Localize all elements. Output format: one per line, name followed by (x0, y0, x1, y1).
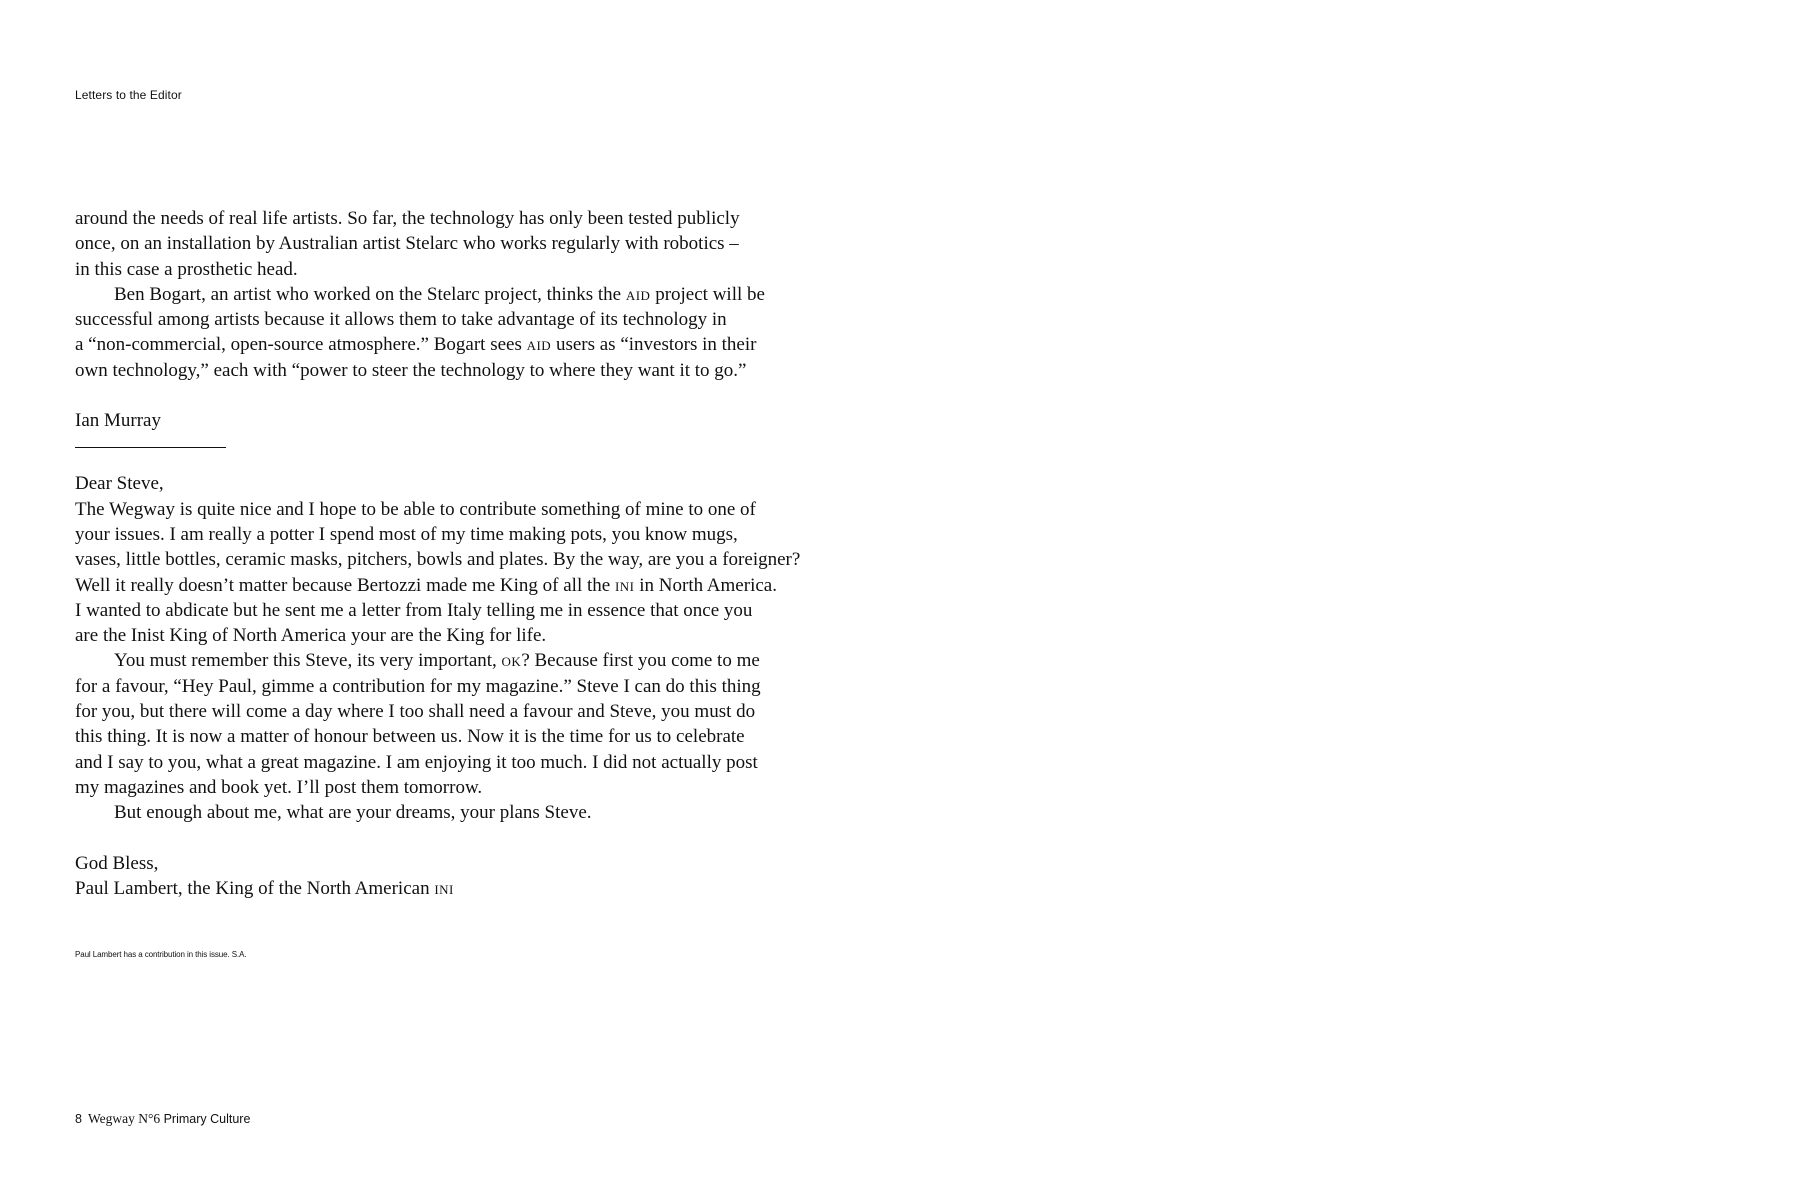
text-line: ? Because first you come to me (521, 650, 760, 672)
text-line: You must remember this Steve, its very important, (114, 650, 502, 672)
ok-acronym: ok (501, 650, 522, 672)
letter-1-signature: Ian Murray (75, 410, 161, 432)
text-line: in North America. (634, 574, 777, 596)
letter-2-closing: God Bless, (75, 852, 159, 874)
text-line: for a favour, “Hey Paul, gimme a contribution for my magazine.” Steve I can do this thing (75, 675, 761, 697)
letter-2-salutation: Dear Steve, (75, 473, 164, 495)
page-number: 8 (75, 1112, 82, 1126)
text-line: in this case a prosthetic head. (75, 258, 298, 280)
text-line: The Wegway is quite nice and I hope to be able to contribute something of mine to one of (75, 498, 756, 520)
text-line: a “non-commercial, open-source atmosphere.” Bogart sees (75, 334, 527, 356)
text-line: successful among artists because it allows them to take advantage of its technology in (75, 309, 727, 331)
ini-acronym: ini (614, 574, 635, 596)
text-line: I wanted to abdicate but he sent me a letter from Italy telling me in essence that once you (75, 599, 753, 621)
footnote: Paul Lambert has a contribution in this issue. S.A. (75, 950, 247, 959)
letter-1-paragraph-2 (75, 282, 855, 383)
text-line: own technology,” each with “power to steer the technology to where they want it to go.” (75, 359, 747, 381)
text-line: my magazines and book yet. I’ll post them tomorrow. (75, 776, 483, 798)
text-line: Well it really doesn’t matter because Bertozzi made me King of all the (75, 574, 615, 596)
text-line: once, on an installation by Australian artist Stelarc who works regularly with robotics – (75, 233, 739, 255)
letter-2-signature (75, 876, 855, 901)
running-head: Letters to the Editor (75, 88, 182, 102)
text-line: your issues. I am really a potter I spend most of my time making pots, you know mugs, (75, 523, 738, 545)
text-line: vases, little bottles, ceramic masks, pitchers, bowls and plates. By the way, are you a foreigner? (75, 549, 801, 571)
text-line: around the needs of real life artists. So far, the technology has only been tested publicly (75, 208, 740, 229)
text-line: users as “investors in their (551, 334, 757, 356)
text-line: Ben Bogart, an artist who worked on the Stelarc project, thinks the (114, 283, 626, 305)
aid-acronym: aid (526, 334, 552, 356)
folio (75, 1111, 250, 1127)
letter-2-paragraph-3: But enough about me, what are your dreams, your plans Steve. (114, 802, 592, 824)
aid-acronym: aid (625, 283, 651, 305)
text-line: project will be (650, 283, 765, 305)
letters-body (75, 206, 855, 901)
text-line: this thing. It is now a matter of honour between us. Now it is the time for us to celebrate (75, 726, 745, 748)
text-line: and I say to you, what a great magazine. I am enjoying it too much. I did not actually post (75, 751, 758, 773)
issue-title: Primary Culture (160, 1112, 251, 1126)
letter-2-paragraph-1 (75, 497, 855, 649)
letter-divider (75, 447, 226, 448)
text-line: for you, but there will come a day where I too shall need a favour and Steve, you must do (75, 701, 756, 723)
letter-1-paragraph-1 (75, 206, 855, 282)
letter-2-paragraph-2 (75, 648, 855, 800)
ini-acronym: ini (434, 877, 454, 899)
text-line: Paul Lambert, the King of the North American (75, 877, 435, 899)
text-line: are the Inist King of North America your are the King for life. (75, 625, 547, 647)
magazine-name: Wegway N°6 (87, 1111, 161, 1126)
